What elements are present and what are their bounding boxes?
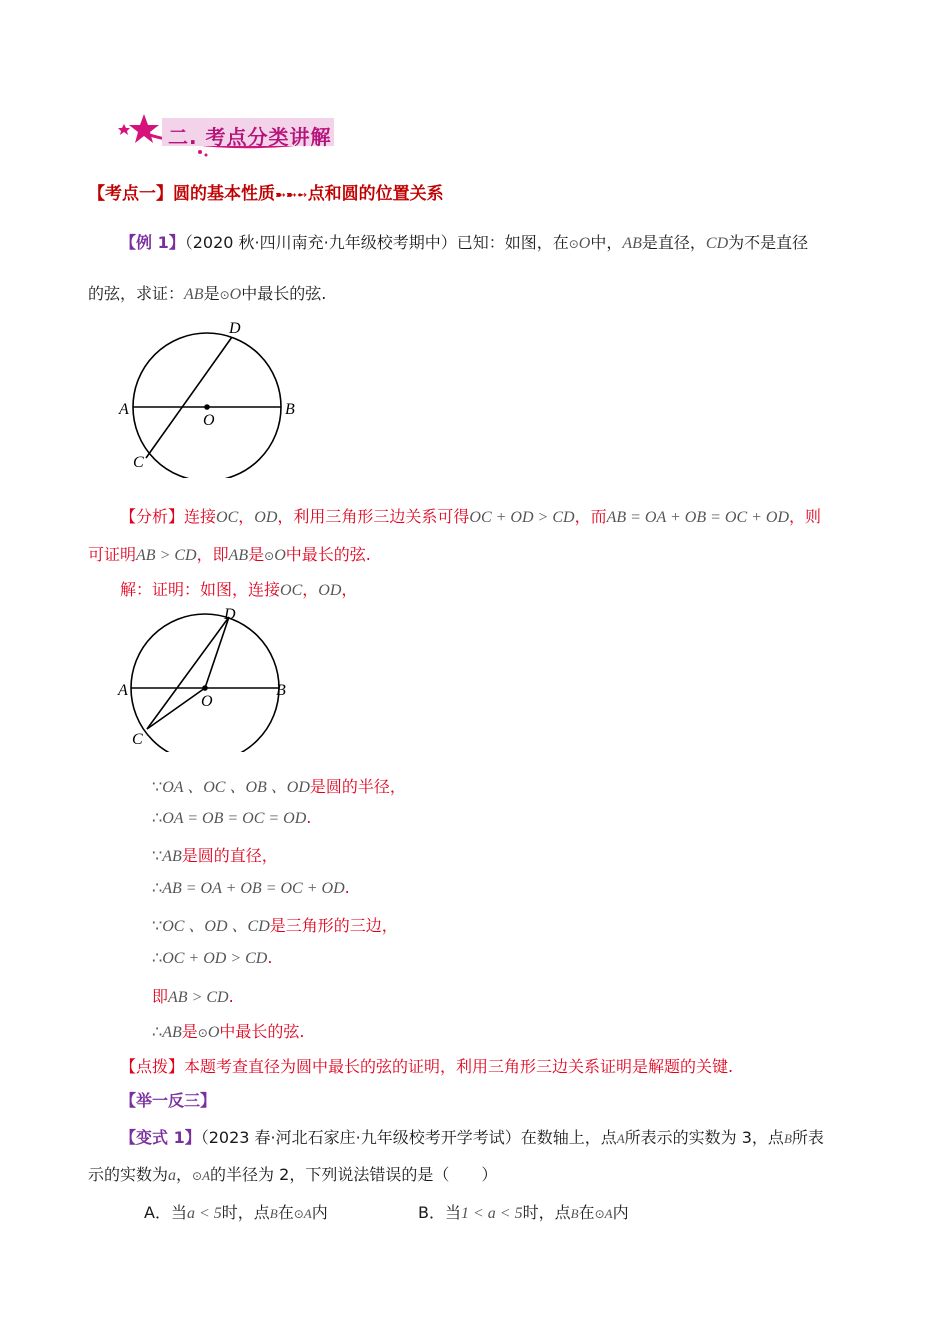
math-OC-2: OC bbox=[280, 582, 303, 599]
analysis-text-4: ，则 bbox=[789, 507, 822, 526]
option-A-math-B: B bbox=[269, 1206, 278, 1221]
therefore-symbol: ∴ bbox=[152, 808, 163, 827]
figure2-segment-OC bbox=[147, 688, 205, 729]
analysis-label: 【分析】 bbox=[120, 507, 185, 526]
figure1-label-B: B bbox=[285, 401, 295, 418]
figure1-label-C: C bbox=[133, 454, 144, 471]
option-B-math: 1 < a < 5 bbox=[460, 1205, 523, 1222]
option-B-math-B: B bbox=[570, 1206, 579, 1221]
variant-text-4: 示的实数为 bbox=[88, 1165, 169, 1184]
figure2-label-O: O bbox=[201, 693, 213, 710]
proof-text-3: 是圆的直径， bbox=[181, 846, 278, 865]
proof-period-2: . bbox=[306, 808, 312, 827]
proof-text-1: 是圆的半径， bbox=[309, 777, 406, 796]
figure1-chord-CD bbox=[146, 337, 232, 458]
kaodian-heading bbox=[88, 179, 444, 204]
odot-symbol-5: ⊙ bbox=[192, 1169, 203, 1183]
odot-symbol-3: ⊙ bbox=[264, 549, 275, 563]
proof-period-6: . bbox=[267, 948, 273, 967]
figure1-label-A: A bbox=[119, 401, 129, 418]
proof-math-3: AB bbox=[162, 848, 182, 865]
proof-line-2 bbox=[152, 808, 311, 828]
therefore-symbol-2: ∴ bbox=[152, 878, 163, 897]
jyfs-label: 【举一反三】 bbox=[120, 1091, 217, 1110]
option-B-label: B．当 bbox=[418, 1203, 461, 1222]
example-text-6: 是 bbox=[203, 284, 220, 303]
figure2-label-D: D bbox=[224, 606, 236, 623]
analysis-text-8: 中最长的弦. bbox=[285, 545, 371, 564]
variant-text-3: 所表 bbox=[791, 1128, 824, 1147]
math-AB-2: AB bbox=[184, 286, 204, 303]
proof-line-1 bbox=[152, 774, 406, 797]
proof-math-6: OC + OD > CD bbox=[162, 950, 268, 967]
math-O: O bbox=[578, 235, 591, 252]
solution-text: 解：证明：如图，连接 bbox=[120, 580, 281, 599]
math-B: B bbox=[783, 1131, 792, 1146]
variant-line-1 bbox=[120, 1125, 824, 1148]
option-A-text-3: 内 bbox=[311, 1203, 328, 1222]
proof-period-7: . bbox=[228, 987, 234, 1006]
odot-symbol-7: ⊙ bbox=[594, 1207, 605, 1221]
variant-text-1: （2023 春·河北石家庄·九年级校考开学考试）在数轴上，点 bbox=[200, 1128, 617, 1147]
dianbo-label: 【点拨】 bbox=[120, 1057, 185, 1076]
figure1-label-D: D bbox=[229, 320, 241, 337]
solution-comma: ， bbox=[302, 580, 319, 599]
math-OD-2: OD bbox=[318, 582, 342, 599]
dianbo-text: 本题考查直径为圆中最长的弦的证明，利用三角形三边关系证明是解题的关键. bbox=[184, 1057, 734, 1076]
math-A-2: A bbox=[202, 1168, 211, 1183]
figure2-label-B: B bbox=[276, 682, 286, 699]
proof-math-5: OC 、OD 、CD bbox=[162, 918, 270, 935]
option-A-text-2: 在 bbox=[277, 1203, 294, 1222]
analysis-line-2 bbox=[88, 542, 371, 565]
analysis-text: 连接 bbox=[184, 507, 217, 526]
option-A-math: a < 5 bbox=[186, 1205, 222, 1222]
math-inequality: OC + OD > CD bbox=[469, 509, 575, 526]
analysis-text-7: 是 bbox=[248, 545, 265, 564]
solution-intro bbox=[120, 577, 357, 600]
odot-symbol-6: ⊙ bbox=[293, 1207, 304, 1221]
circle-figure-1 bbox=[110, 318, 310, 478]
figure2-label-A: A bbox=[118, 682, 128, 699]
analysis-text-5: 可证明 bbox=[88, 545, 137, 564]
math-a: a bbox=[168, 1167, 177, 1184]
math-equation: AB = OA + OB = OC + OD bbox=[606, 509, 790, 526]
variant-text-2: 所表示的实数为 3，点 bbox=[624, 1128, 784, 1147]
proof-text-7: 即 bbox=[152, 987, 169, 1006]
option-A[interactable] bbox=[144, 1200, 328, 1223]
example-text-2: 中， bbox=[590, 233, 623, 252]
option-B-text-1: 时，点 bbox=[522, 1203, 571, 1222]
figure2-center-dot bbox=[202, 685, 208, 691]
proof-math-1: OA 、OC 、OB 、OD bbox=[162, 779, 310, 796]
circle-figure-2 bbox=[110, 602, 310, 752]
math-O-4: O bbox=[207, 1024, 220, 1041]
proof-text-5: 是三角形的三边， bbox=[269, 916, 398, 935]
figure2-label-C: C bbox=[132, 731, 143, 748]
kaodian-arrows: ➼➼➻ bbox=[275, 188, 308, 203]
figure1-center-dot bbox=[204, 404, 210, 410]
section-title: 二. 考点分类讲解 bbox=[168, 125, 332, 149]
section-banner bbox=[112, 110, 352, 160]
proof-line-5 bbox=[152, 913, 398, 936]
example-line-1 bbox=[120, 230, 808, 253]
math-CD: CD bbox=[705, 235, 729, 252]
math-OD: OD bbox=[254, 509, 278, 526]
kaodian-subtitle: 点和圆的位置关系 bbox=[307, 184, 444, 204]
math-O-3: O bbox=[274, 547, 286, 564]
proof-line-6 bbox=[152, 948, 272, 968]
odot-symbol: ⊙ bbox=[568, 237, 579, 251]
example-text-3: 是直径， bbox=[641, 233, 706, 252]
variant-text-5: 的半径为 2，下列说法错误的是（ ） bbox=[210, 1165, 498, 1184]
math-AB-3: AB bbox=[228, 547, 249, 564]
therefore-symbol-3: ∴ bbox=[152, 948, 163, 967]
proof-line-4 bbox=[152, 878, 350, 898]
proof-math-7: AB > CD bbox=[168, 989, 229, 1006]
analysis-text-3: ，而 bbox=[574, 507, 607, 526]
figure2-chord-CD bbox=[147, 617, 229, 729]
proof-text-8b: 中最长的弦. bbox=[219, 1022, 305, 1041]
option-A-text-1: 时，点 bbox=[221, 1203, 270, 1222]
therefore-symbol-4: ∴ bbox=[152, 1022, 163, 1041]
proof-line-3 bbox=[152, 843, 278, 866]
figure2-circle bbox=[131, 614, 279, 752]
kaodian-title: 【考点一】圆的基本性质 bbox=[88, 184, 275, 204]
example-label: 【例 1】 bbox=[120, 233, 185, 252]
proof-line-7 bbox=[152, 984, 234, 1007]
analysis-line-1 bbox=[120, 504, 821, 527]
option-B[interactable] bbox=[418, 1200, 629, 1223]
math-OC: OC bbox=[216, 509, 239, 526]
math-AB: AB bbox=[622, 235, 642, 252]
example-text: （2020 秋·四川南充·九年级校考期中）已知：如图，在 bbox=[184, 233, 569, 252]
example-text-5: 的弦，求证： bbox=[88, 284, 185, 303]
proof-math-8: AB bbox=[162, 1024, 182, 1041]
option-B-text-2: 在 bbox=[578, 1203, 595, 1222]
math-A: A bbox=[616, 1131, 625, 1146]
analysis-text-6: ，即 bbox=[196, 545, 229, 564]
variant-line-2 bbox=[88, 1162, 497, 1185]
solution-comma-2: ， bbox=[341, 580, 358, 599]
proof-math-4: AB = OA + OB = OC + OD bbox=[162, 880, 345, 897]
because-symbol: ∵ bbox=[152, 777, 163, 796]
option-B-math-A: A bbox=[604, 1206, 613, 1221]
proof-period-4: . bbox=[344, 878, 350, 897]
odot-symbol-4: ⊙ bbox=[197, 1026, 208, 1040]
proof-text-8a: 是 bbox=[181, 1022, 198, 1041]
odot-symbol-2: ⊙ bbox=[219, 288, 230, 302]
example-line-2 bbox=[88, 281, 326, 304]
dianbo-line bbox=[120, 1054, 733, 1077]
because-symbol-2: ∵ bbox=[152, 846, 163, 865]
math-O-2: O bbox=[229, 286, 242, 303]
proof-math-2: OA = OB = OC = OD bbox=[162, 810, 307, 827]
analysis-comma: ， bbox=[238, 507, 255, 526]
variant-label: 【变式 1】 bbox=[120, 1128, 201, 1147]
math-inequality-2: AB > CD bbox=[136, 547, 197, 564]
example-text-4: 为不是直径 bbox=[728, 233, 809, 252]
variant-comma: ， bbox=[176, 1165, 193, 1184]
proof-line-8 bbox=[152, 1019, 304, 1042]
option-B-text-3: 内 bbox=[612, 1203, 629, 1222]
option-A-label: A．当 bbox=[144, 1203, 187, 1222]
example-text-7: 中最长的弦. bbox=[241, 284, 327, 303]
figure1-label-O: O bbox=[203, 412, 215, 429]
analysis-text-2: ，利用三角形三边关系可得 bbox=[277, 507, 470, 526]
because-symbol-3: ∵ bbox=[152, 916, 163, 935]
option-A-math-A: A bbox=[303, 1206, 312, 1221]
figure2-segment-OD bbox=[205, 617, 229, 688]
